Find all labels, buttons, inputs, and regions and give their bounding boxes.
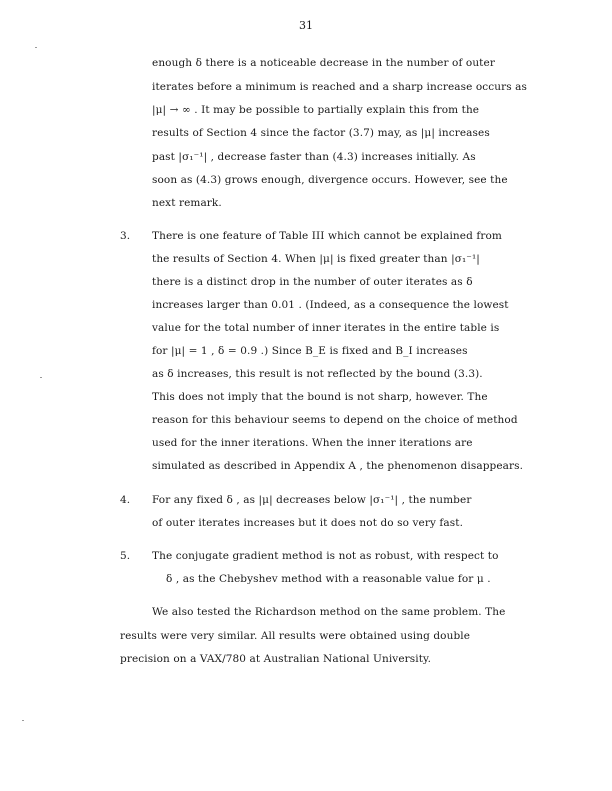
item-3-line: the results of Section 4. When |μ| is fixed greater than |σ₁⁻¹| [152,253,480,265]
item-3-line: used for the inner iterations. When the inner iterations are [152,437,473,449]
item-3-line: there is a distinct drop in the number of outer iterates as δ [152,276,473,288]
scan-speck [35,47,37,48]
item-3-line: as δ increases, this result is not reflected by the bound (3.3). [152,368,483,380]
intro-line-5: past |σ₁⁻¹| , decrease faster than (4.3) increases initially. As [152,151,476,163]
closing-line-1: We also tested the Richardson method on the same problem. The [152,606,506,618]
item-3-line: value for the total number of inner iterates in the entire table is [152,322,500,334]
item-5-line: δ , as the Chebyshev method with a reasonable value for μ . [166,573,491,585]
item-5-line: The conjugate gradient method is not as robust, with respect to [152,550,499,562]
item-5-number: 5. [120,550,131,562]
item-4-line: For any fixed δ , as |μ| decreases below |σ₁⁻¹| , the number [152,494,472,506]
intro-line-4: results of Section 4 since the factor (3.7) may, as |μ| increases [152,127,490,139]
intro-line-3: |μ| → ∞ . It may be possible to partially explain this from the [152,104,480,116]
intro-line-1: enough δ there is a noticeable decrease in the number of outer [152,57,495,69]
closing-line-3: precision on a VAX/780 at Australian National University. [120,653,432,665]
intro-line-7: next remark. [152,197,222,209]
intro-line-6: soon as (4.3) grows enough, divergence occurs. However, see the [152,174,508,186]
scan-speck [40,377,42,378]
item-3-line: reason for this behaviour seems to depend on the choice of method [152,414,518,426]
closing-line-2: results were very similar. All results were obtained using double [120,630,471,642]
item-3-line: for |μ| = 1 , δ = 0.9 .) Since B_E is fixed and B_I increases [152,345,468,357]
item-3-number: 3. [120,230,131,242]
scan-speck [22,720,24,721]
item-3-line: increases larger than 0.01 . (Indeed, as a consequence the lowest [152,299,509,311]
intro-line-2: iterates before a minimum is reached and a sharp increase occurs as [152,81,528,93]
item-4-line: of outer iterates increases but it does not do so very fast. [152,517,464,529]
item-3-line: simulated as described in Appendix A , the phenomenon disappears. [152,460,524,472]
item-4-number: 4. [120,494,131,506]
page-number: 31 [299,19,313,32]
item-3-line: There is one feature of Table III which cannot be explained from [152,230,502,242]
item-3-line: This does not imply that the bound is not sharp, however. The [152,391,488,403]
